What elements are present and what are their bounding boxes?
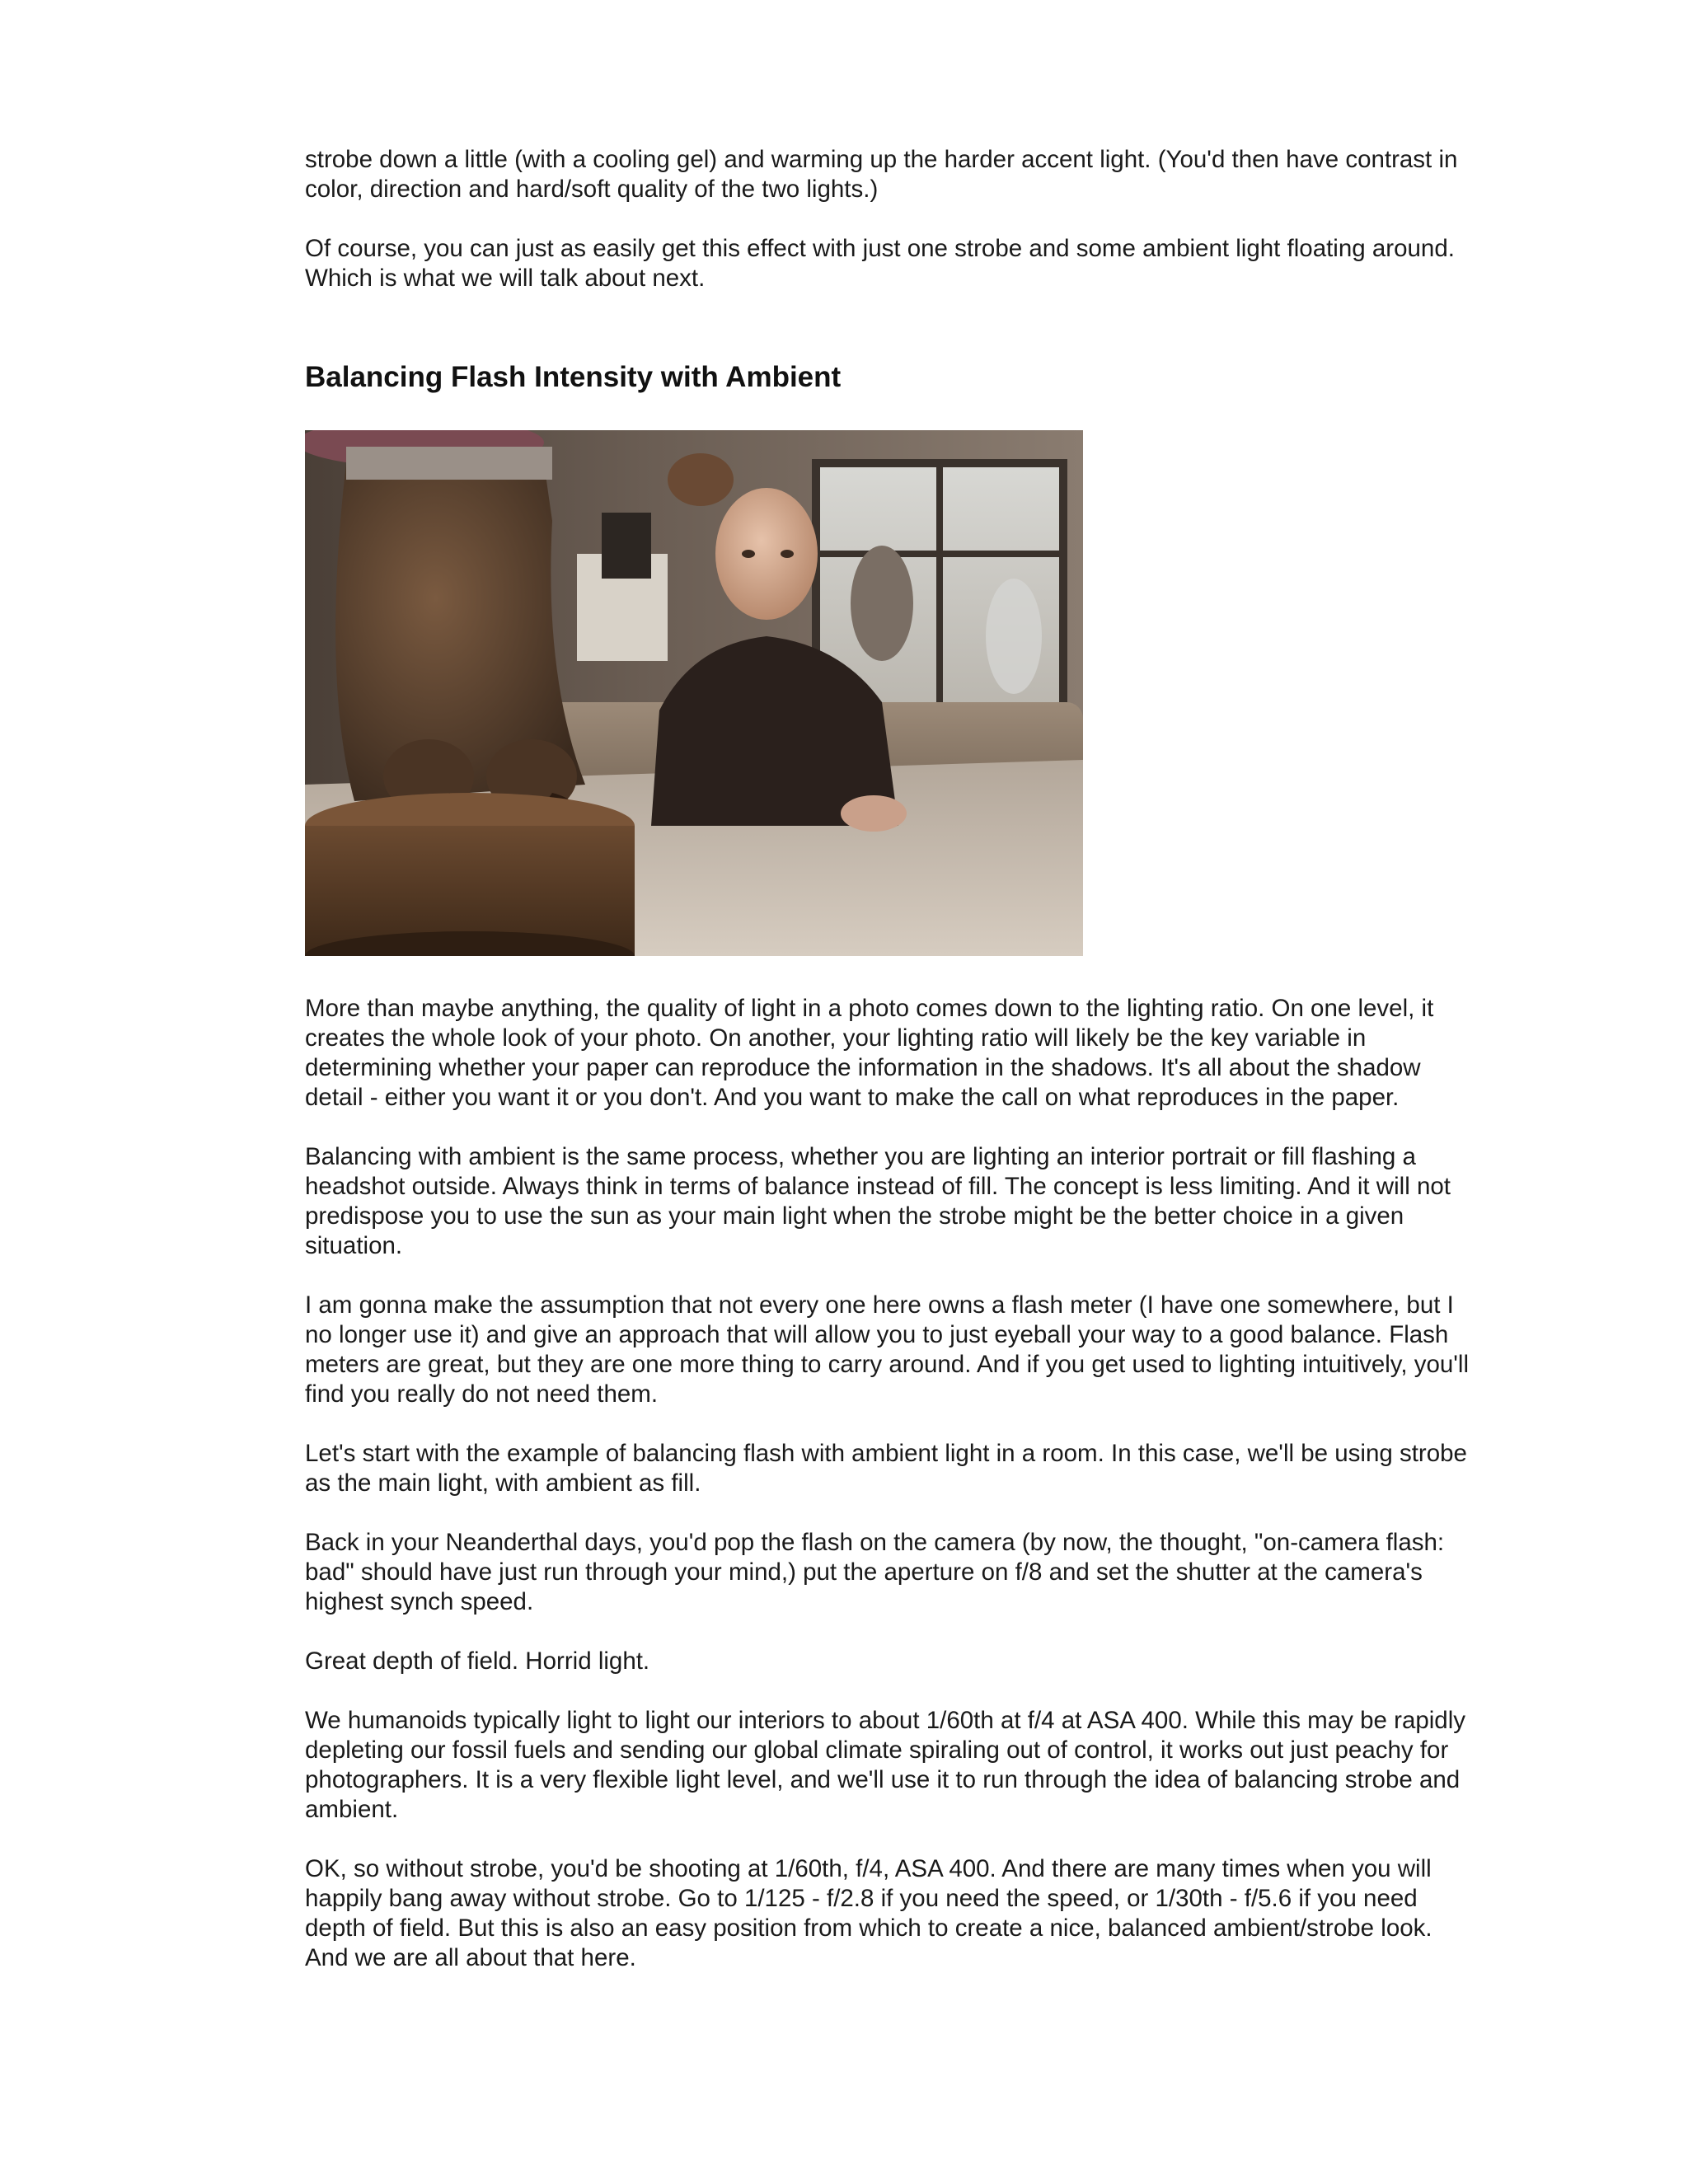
section-heading: Balancing Flash Intensity with Ambient — [305, 361, 842, 393]
body-paragraph-6: Great depth of field. Horrid light. — [305, 1647, 650, 1675]
body-paragraph-8: OK, so without strobe, you'd be shooting at 1/60th, f/4, ASA 400. And there are many times when you will happily bang away without strobe. Go to 1/125 - f/2.8 if you need the speed, or 1/30th - f/5.6 if you need depth of field. But this is also an easy position from which to create a nice, balanced ambient/strobe look. And we are all about that here. — [305, 1855, 1432, 1971]
intro-paragraph-1: strobe down a little (with a cooling gel) and warming up the harder accent light. (You'd then have contrast in color, direction and hard/soft quality of the two lights.) — [305, 146, 1458, 203]
document-page — [305, 145, 1475, 2003]
body-paragraph-1: More than maybe anything, the quality of light in a photo comes down to the lighting ratio. On one level, it creates the whole look of your photo. On another, your lighting ratio will likely be the key variable in determining whether your paper can reproduce the information in the shadows. It's all about the shadow detail - either you want it or you don't. And you want to make the call on what reproduces in the paper. — [305, 995, 1434, 1111]
intro-paragraph-2: Of course, you can just as easily get this effect with just one strobe and some ambient light floating around. Which is what we will talk about next. — [305, 235, 1455, 292]
body-paragraph-3: I am gonna make the assumption that not every one here owns a flash meter (I have one somewhere, but I no longer use it) and give an approach that will allow you to just eyeball your way to a good balance. Flash meters are great, but they are one more thing to carry around. And if you get used to lighting intuitively, you'll find you really do not need them. — [305, 1291, 1470, 1408]
body-paragraph-4: Let's start with the example of balancing flash with ambient light in a room. In this case, we'll be using strobe as the main light, with ambient as fill. — [305, 1440, 1467, 1497]
body-paragraph-7: We humanoids typically light to light our interiors to about 1/60th at f/4 at ASA 400. While this may be rapidly depleting our fossil fuels and sending our global climate spiraling out of control, it works out just peachy for photographers. It is a very flexible light level, and we'll use it to run through the idea of balancing strobe and ambient. — [305, 1707, 1466, 1823]
body-paragraph-5: Back in your Neanderthal days, you'd pop the flash on the camera (by now, the thought, "on-camera flash: bad" should have just run through your mind,) put the aperture on f/8 and set the shutter at the camera's highest synch speed. — [305, 1529, 1445, 1615]
body-paragraph-2: Balancing with ambient is the same process, whether you are lighting an interior portrait or fill flashing a headshot outside. Always think in terms of balance instead of fill. The concept is less limiting. And it will not predispose you to use the sun as your main light when the strobe might be the better choice in a given situation. — [305, 1143, 1451, 1259]
portrait-photo-icon — [305, 430, 1083, 956]
